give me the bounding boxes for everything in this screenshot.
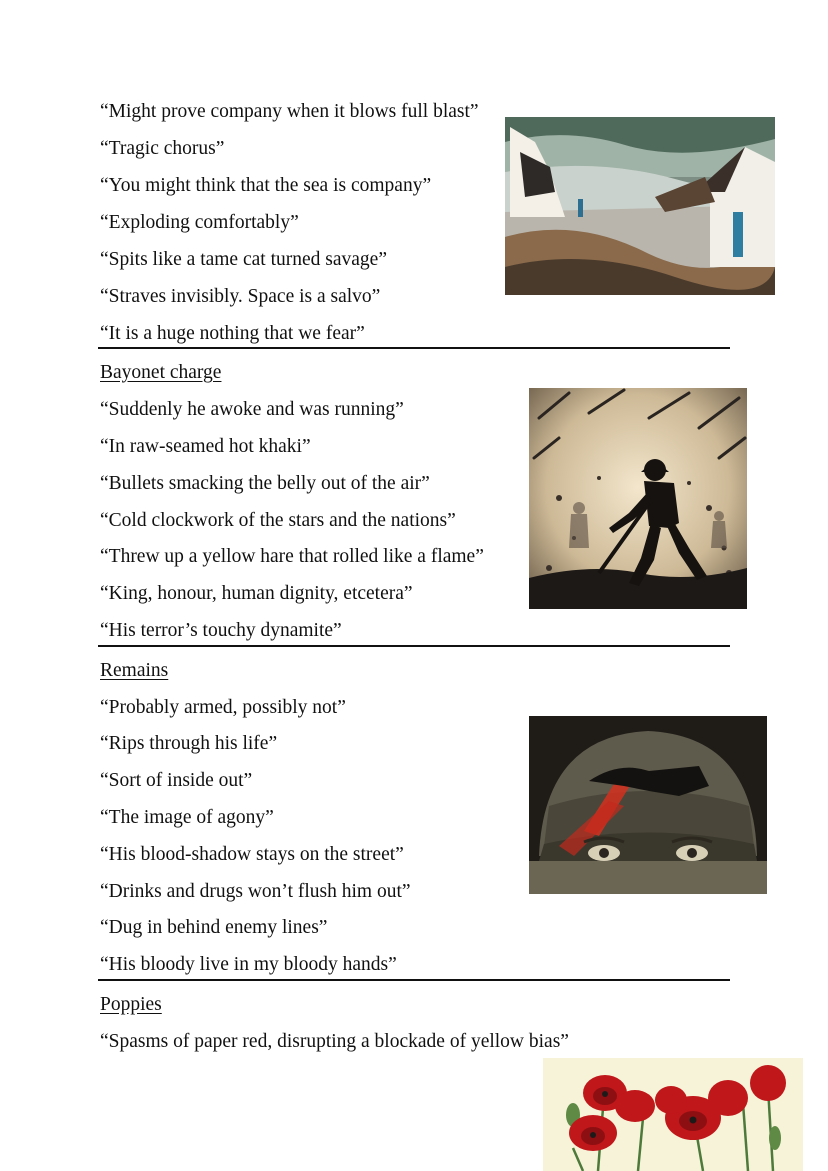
soldier-helmet-eyes [529, 716, 767, 894]
quote: “Dug in behind enemy lines” [100, 917, 328, 938]
soldier-charging-silhouette [529, 388, 747, 609]
quote: “Probably armed, possibly not” [100, 697, 346, 718]
section-divider [98, 645, 730, 647]
section-heading: Poppies [100, 994, 162, 1015]
quote: “Drinks and drugs won’t flush him out” [100, 881, 411, 902]
quote: “His bloody live in my bloody hands” [100, 954, 397, 975]
stormy-coast-painting [505, 117, 775, 295]
section-heading: Bayonet charge [100, 362, 222, 383]
red-poppies [543, 1058, 803, 1171]
quote: “Exploding comfortably” [100, 212, 299, 233]
section-divider [98, 979, 730, 981]
quote: “Tragic chorus” [100, 138, 225, 159]
quote: “Might prove company when it blows full blast” [100, 101, 479, 122]
quote: “Threw up a yellow hare that rolled like a flame” [100, 546, 484, 567]
quote: “In raw-seamed hot khaki” [100, 436, 311, 457]
quote: “Bullets smacking the belly out of the air” [100, 473, 430, 494]
quote: “His blood-shadow stays on the street” [100, 844, 404, 865]
quote: “You might think that the sea is company” [100, 175, 432, 196]
quote: “Straves invisibly. Space is a salvo” [100, 286, 381, 307]
quote: “Cold clockwork of the stars and the nations” [100, 510, 456, 531]
quote: “The image of agony” [100, 807, 274, 828]
quote: “It is a huge nothing that we fear” [100, 323, 365, 344]
quote: “His terror’s touchy dynamite” [100, 620, 342, 641]
quote: “Spits like a tame cat turned savage” [100, 249, 387, 270]
section-divider [98, 347, 730, 349]
quote: “Suddenly he awoke and was running” [100, 399, 404, 420]
quote: “King, honour, human dignity, etcetera” [100, 583, 413, 604]
quote: “Sort of inside out” [100, 770, 253, 791]
section-heading: Remains [100, 660, 169, 681]
quote: “Rips through his life” [100, 733, 278, 754]
quote: “Spasms of paper red, disrupting a blockade of yellow bias” [100, 1031, 569, 1052]
